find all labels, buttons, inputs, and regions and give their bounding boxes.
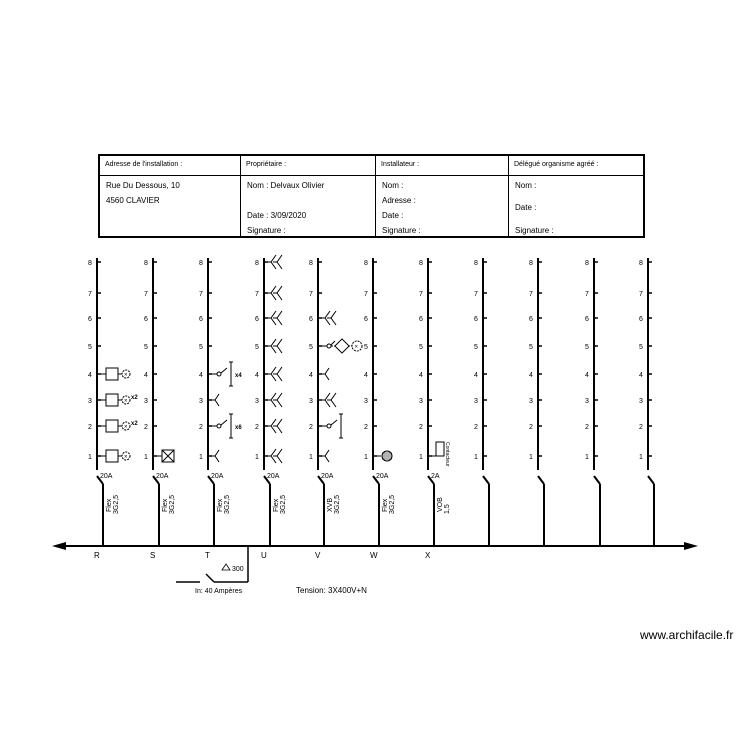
diamond-symbol (335, 339, 349, 353)
position-label: 2 (199, 424, 203, 431)
position-label: 8 (639, 260, 643, 267)
circuit-spare-9 (529, 258, 544, 546)
owner-header: Propriétaire : (241, 156, 375, 176)
device-count: x6 (235, 425, 242, 431)
outlet-leg (215, 400, 219, 406)
circuit-letter: X (425, 551, 431, 560)
outlet-leg (271, 293, 276, 300)
outlet-symbol-2 (273, 311, 282, 318)
installer-signature: Signature : (382, 226, 421, 235)
position-label: 5 (309, 344, 313, 351)
cable-type: XVB (327, 497, 334, 512)
circuit-letter: U (261, 551, 267, 560)
owner-name: Nom : Delvaux Olivier (247, 181, 325, 190)
position-label: 6 (639, 316, 643, 323)
position-label: 3 (309, 398, 313, 405)
position-label: 6 (309, 316, 313, 323)
main-rating: In: 40 Ampères (195, 588, 243, 595)
position-label: 5 (144, 344, 148, 351)
cable-section: 3G2,5 (334, 494, 341, 514)
breaker-switch (648, 476, 654, 484)
position-label: 7 (309, 291, 313, 298)
outlet-symbol (321, 450, 329, 456)
position-label: 8 (529, 260, 533, 267)
position-label: 1 (255, 454, 259, 461)
position-label: 3 (639, 398, 643, 405)
lamp-cross: × (124, 398, 128, 405)
lamp-cross: × (124, 372, 128, 379)
position-label: 1 (585, 454, 589, 461)
position-label: 4 (255, 372, 259, 379)
position-label: 6 (529, 316, 533, 323)
circuit-t (199, 258, 242, 560)
breaker-rating: 20A (211, 473, 224, 480)
outlet-leg-2 (277, 318, 282, 325)
position-label: 3 (419, 398, 423, 405)
circuit-letter: V (315, 551, 321, 560)
outlet-leg (271, 262, 276, 269)
breaker-switch (483, 476, 489, 484)
position-label: 1 (199, 454, 203, 461)
position-label: 2 (144, 424, 148, 431)
differential-value: 300 (232, 566, 244, 573)
circuit-x (419, 258, 451, 560)
outlet-leg-2 (331, 400, 336, 407)
position-label: 7 (529, 291, 533, 298)
delegate-signature: Signature : (515, 226, 554, 235)
outlet-leg (271, 318, 276, 325)
device-count: x2 (131, 395, 138, 401)
lamp-cross: × (124, 424, 128, 431)
breaker-rating: 20A (156, 473, 169, 480)
outlet-symbol-2 (273, 286, 282, 293)
outlet-symbol (321, 311, 330, 318)
circuit-v (309, 258, 362, 560)
position-label: 2 (309, 424, 313, 431)
lamp-cross: × (124, 454, 128, 461)
cable-section: 1,5 (444, 504, 451, 514)
outlet-symbol (267, 419, 276, 426)
cable-section: 3G2,5 (280, 494, 287, 514)
outlet-leg (271, 400, 276, 407)
cable-type: Flex (162, 498, 169, 512)
switch-lever (331, 420, 337, 425)
position-label: 1 (419, 454, 423, 461)
position-label: 1 (144, 454, 148, 461)
outlet-leg-2 (277, 400, 282, 407)
outlet-leg (215, 456, 219, 462)
position-label: 8 (585, 260, 589, 267)
position-label: 6 (88, 316, 92, 323)
position-label: 2 (529, 424, 533, 431)
device-label: Contacteur (444, 442, 450, 467)
outlet-symbol-2 (273, 255, 282, 262)
outlet-leg (325, 318, 330, 325)
main-switch (176, 546, 248, 595)
outlet-leg (271, 346, 276, 353)
outlet-leg (325, 400, 330, 407)
outlet-leg (271, 456, 276, 463)
position-label: 2 (474, 424, 478, 431)
position-label: 5 (585, 344, 589, 351)
outlet-symbol-2 (273, 449, 282, 456)
switch-dot (327, 344, 331, 348)
lamp-cross: × (354, 344, 359, 351)
cable-section: 3G2,5 (224, 494, 231, 514)
position-label: 6 (585, 316, 589, 323)
circuit-spare-10 (585, 258, 600, 546)
bus-arrow-left (52, 542, 66, 550)
position-label: 5 (88, 344, 92, 351)
position-label: 3 (529, 398, 533, 405)
circuit-spare-11 (639, 258, 654, 546)
breaker-rating: 2A (431, 473, 440, 480)
position-label: 4 (88, 372, 92, 379)
outlet-symbol (267, 286, 276, 293)
breaker-switch (538, 476, 544, 484)
outlet-symbol-2 (327, 393, 336, 400)
position-label: 6 (419, 316, 423, 323)
owner-signature: Signature : (247, 226, 286, 235)
circuit-letter: T (205, 551, 210, 560)
position-label: 1 (364, 454, 368, 461)
outlet-leg (325, 374, 329, 380)
position-label: 8 (88, 260, 92, 267)
circuit-r (88, 258, 138, 560)
position-label: 4 (529, 372, 533, 379)
outlet-symbol-2 (273, 419, 282, 426)
position-label: 4 (419, 372, 423, 379)
position-label: 7 (419, 291, 423, 298)
outlet-symbol (267, 255, 276, 262)
breaker-rating: 20A (267, 473, 280, 480)
switch-dot (217, 372, 221, 376)
switch-lever (331, 341, 335, 345)
tension-label: Tension: 3X400V+N (296, 586, 367, 595)
outlet-symbol (267, 339, 276, 346)
outlet-symbol (321, 393, 330, 400)
watermark: www.archifacile.fr (640, 628, 734, 642)
position-label: 7 (474, 291, 478, 298)
device-count: x2 (131, 421, 138, 427)
position-label: 4 (474, 372, 478, 379)
position-label: 4 (364, 372, 368, 379)
outlet-symbol (321, 368, 329, 374)
address-line-2: 4560 CLAVIER (106, 196, 160, 205)
outlet-leg (271, 374, 276, 381)
switch-dot (327, 424, 331, 428)
position-label: 7 (364, 291, 368, 298)
switch-dot (217, 424, 221, 428)
circuit-s (144, 258, 176, 560)
position-label: 4 (585, 372, 589, 379)
position-label: 8 (474, 260, 478, 267)
junction-box-symbol (106, 394, 118, 406)
position-label: 2 (255, 424, 259, 431)
position-label: 3 (255, 398, 259, 405)
circuit-letter: R (94, 551, 100, 560)
cable-type: Flex (217, 498, 224, 512)
junction-box-symbol (106, 368, 118, 380)
position-label: 6 (255, 316, 259, 323)
cable-section: 3G2,5 (389, 494, 396, 514)
breaker-switch (594, 476, 600, 484)
breaker-rating: 20A (321, 473, 334, 480)
installer-address: Adresse : (382, 196, 416, 205)
position-label: 7 (199, 291, 203, 298)
position-label: 3 (364, 398, 368, 405)
position-label: 4 (639, 372, 643, 379)
position-label: 7 (639, 291, 643, 298)
cable-type: Flex (382, 498, 389, 512)
bus-arrow-right (684, 542, 698, 550)
position-label: 2 (419, 424, 423, 431)
position-label: 5 (419, 344, 423, 351)
circuit-u (255, 255, 287, 560)
position-label: 6 (364, 316, 368, 323)
differential-triangle-icon (222, 564, 230, 570)
installer-name: Nom : (382, 181, 404, 190)
position-label: 7 (255, 291, 259, 298)
circuit-spare-8 (474, 258, 489, 546)
position-label: 4 (144, 372, 148, 379)
position-label: 4 (199, 372, 203, 379)
position-label: 5 (474, 344, 478, 351)
position-label: 3 (585, 398, 589, 405)
position-label: 4 (309, 372, 313, 379)
circuit-letter: S (150, 551, 156, 560)
outlet-symbol-2 (273, 339, 282, 346)
delegate-header: Délégué organisme agréé : (509, 156, 643, 176)
cable-section: 3G2,5 (169, 494, 176, 514)
installer-header: Installateur : (376, 156, 508, 176)
outlet-symbol (267, 449, 276, 456)
position-label: 8 (144, 260, 148, 267)
outlet-symbol (211, 394, 219, 400)
position-label: 8 (419, 260, 423, 267)
outlet-symbol (211, 450, 219, 456)
outlet-leg (271, 426, 276, 433)
position-label: 3 (88, 398, 92, 405)
position-label: 8 (364, 260, 368, 267)
outlet-symbol-2 (273, 367, 282, 374)
cable-type: Flex (273, 498, 280, 512)
outlet-leg-2 (277, 374, 282, 381)
position-label: 1 (529, 454, 533, 461)
position-label: 3 (144, 398, 148, 405)
position-label: 8 (199, 260, 203, 267)
position-label: 8 (309, 260, 313, 267)
position-label: 1 (88, 454, 92, 461)
cable-type: Flex (106, 498, 113, 512)
outlet-leg-2 (277, 262, 282, 269)
outlet-leg (325, 456, 329, 462)
position-label: 7 (88, 291, 92, 298)
position-label: 3 (474, 398, 478, 405)
breaker-rating: 20A (100, 473, 113, 480)
switch-lever (221, 420, 227, 425)
position-label: 5 (529, 344, 533, 351)
hatched-circle-symbol (382, 451, 392, 461)
outlet-leg-2 (277, 456, 282, 463)
position-label: 7 (144, 291, 148, 298)
position-label: 2 (585, 424, 589, 431)
position-label: 5 (199, 344, 203, 351)
outlet-symbol (267, 367, 276, 374)
installer-date: Date : (382, 211, 404, 220)
main-switch-lever (206, 574, 214, 582)
address-line-1: Rue Du Dessous, 10 (106, 181, 180, 190)
position-label: 5 (364, 344, 368, 351)
position-label: 8 (255, 260, 259, 267)
position-label: 6 (144, 316, 148, 323)
outlet-symbol (267, 311, 276, 318)
outlet-symbol-2 (273, 393, 282, 400)
position-label: 1 (474, 454, 478, 461)
position-label: 3 (199, 398, 203, 405)
outlet-symbol (267, 393, 276, 400)
delegate-name: Nom : (515, 181, 537, 190)
owner-date: Date : 3/09/2020 (247, 211, 307, 220)
junction-box-symbol (106, 450, 118, 462)
circuit-w (364, 258, 396, 560)
cable-type: VOB (437, 497, 444, 512)
junction-box-symbol (106, 420, 118, 432)
position-label: 5 (255, 344, 259, 351)
delegate-date: Date : (515, 203, 537, 212)
address-header: Adresse de l'installation : (100, 156, 240, 176)
outlet-leg-2 (277, 426, 282, 433)
outlet-symbol-2 (327, 311, 336, 318)
breaker-rating: 20A (376, 473, 389, 480)
position-label: 1 (309, 454, 313, 461)
position-label: 7 (585, 291, 589, 298)
cable-section: 3G2,5 (113, 494, 120, 514)
switch-lever (221, 368, 227, 373)
circuit-letter: W (370, 551, 378, 560)
outlet-leg-2 (277, 293, 282, 300)
position-label: 5 (639, 344, 643, 351)
outlet-leg-2 (331, 318, 336, 325)
position-label: 2 (88, 424, 92, 431)
device-count: x4 (235, 373, 242, 379)
position-label: 2 (639, 424, 643, 431)
contactor-symbol (436, 442, 444, 456)
position-label: 1 (639, 454, 643, 461)
position-label: 6 (199, 316, 203, 323)
position-label: 6 (474, 316, 478, 323)
position-label: 2 (364, 424, 368, 431)
outlet-leg-2 (277, 346, 282, 353)
